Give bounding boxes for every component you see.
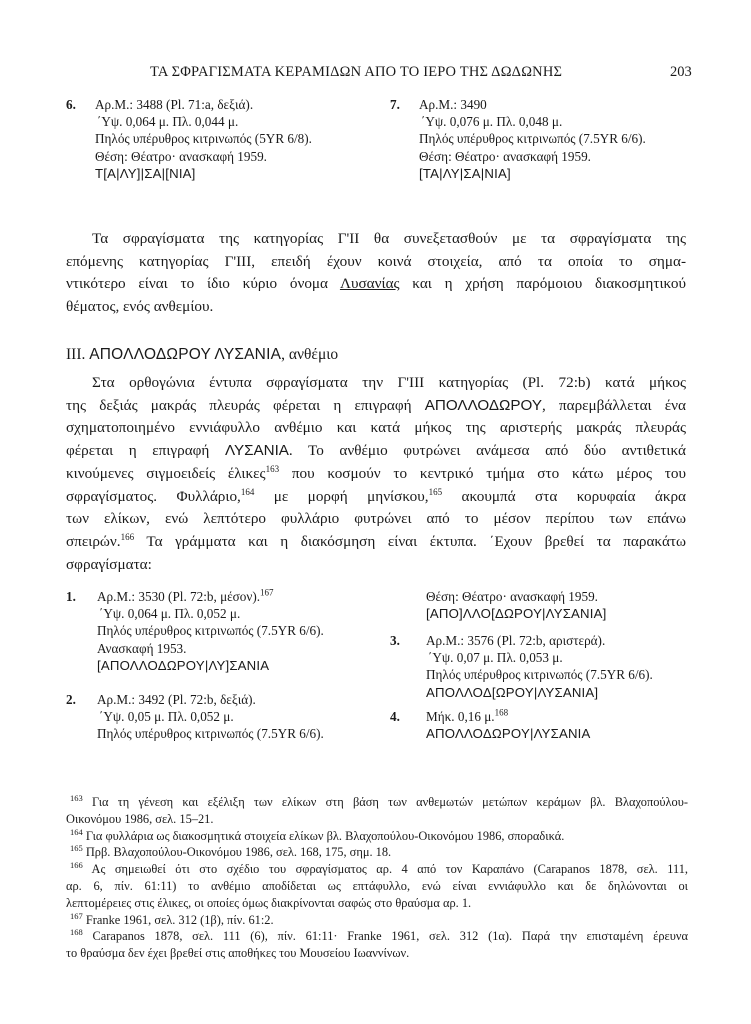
entry-number: 7.: [390, 97, 400, 112]
paragraph-line: σχηματοποιημένο εννιάφυλλο ανθέμιο και κατά μήκος της αριστερής μακράς πλευράς: [66, 419, 686, 437]
entry-number: 3.: [390, 633, 400, 648]
catalogue-entry-4: [390, 708, 720, 742]
catalogue-entry-6: [66, 96, 396, 182]
footnote-ref[interactable]: 167: [260, 587, 274, 598]
entry-line: Θέση: Θέατρο· ανασκαφή 1959.: [95, 148, 267, 164]
catalogue-entry-3: [390, 632, 720, 701]
entry-line: Ανασκαφή 1953.: [97, 640, 187, 656]
footnote-ref[interactable]: 165: [428, 486, 443, 497]
entry-line: Αρ.Μ.: 3492 (Pl. 72:b, δεξιά).: [97, 692, 256, 707]
footnote-163: $^{163}$ Για τη γένεση και εξέλιξη των ελίκων στη βάση των ανθεμωτών μετώπων κεράμων βλ. Βλαχοπούλου- Οικονόμου 1986, σελ. 15–21.: [66, 792, 688, 826]
footnote-168: $^{168}$ Carapanos 1878, σελ. 111 (6), πίν. 61:11· Franke 1961, σελ. 312 (1α). Παρά την επισταμένη έρευνα το θραύσμα δεν έχει βρεθεί στις αποθήκες του Μουσείου Ιωαννίνων.: [66, 927, 688, 961]
footnote-ref[interactable]: 168: [494, 707, 509, 718]
footnote-ref[interactable]: 164: [240, 486, 255, 497]
paragraph-line: φέρεται η επιγραφή ΛΥΣΑΝΙΑ. Το ανθέμιο φυτρώνει ανάμεσα από δύο αντιθετικά: [66, 442, 686, 460]
entry-inscription: [ΑΠΟΛΛΟΔΩΡΟΥ|ΛΥ]ΣΑΝΙΑ: [97, 657, 270, 673]
entry-line: Αρ.Μ.: 3490: [419, 97, 487, 112]
page-number: 203: [670, 64, 692, 80]
entry-line: Αρ.Μ.: 3488 (Pl. 71:a, δεξιά).: [95, 97, 254, 112]
entry-line: Πηλός υπέρυθρος κιτρινωπός (7.5YR 6/6).: [426, 667, 653, 683]
paragraph-line: σπειρών.$^{166}$ Τα γράμματα και η διακόσμηση είναι έκτυπα. ΄Εχουν βρεθεί τα παρακάτω: [66, 531, 686, 550]
entry-line: ΄Υψ. 0,05 μ. Πλ. 0,052 μ.: [99, 709, 234, 725]
entry-line: Πηλός υπέρυθρος κιτρινωπός (7.5YR 6/6).: [419, 131, 646, 147]
footnote-164: $^{164}$ Για φυλλάρια ως διακοσμητικά στοιχεία ελίκων βλ. Βλαχοπούλου-Οικονόμου 1986, σποραδικά.: [70, 826, 565, 843]
footnote-166: $^{166}$ Ας σημειωθεί ότι στο σχέδιο του σφραγίσματος αρ. 4 από τον Καραπάνο (Carapanos 1878, σελ. 111, αρ. 6, πίν. 61:11) το ανθέμιο αποδίδεται ως επτάφυλλο, ενώ είναι εννιάφυλλο και δε δηλώνονται οι λεπτομέρειες στις έλικες, οι οποίες όμως διακρίνονται σαφώς στο θραύσμα αρ. 1.: [66, 860, 689, 910]
paragraph-line: Τα σφραγίσματα της κατηγορίας Γ'ΙΙ θα συνεξετασθούν με τα σφραγίσματα της: [92, 230, 686, 247]
catalogue-entry-1: [66, 588, 396, 674]
paragraph-line: σφραγίσματος. Φυλλάριο,$^{164}$ με μορφή μηνίσκου,$^{165}$ ακουμπά στα κορυφαία άκρα: [66, 486, 687, 505]
entry-line: Θέση: Θέατρο· ανασκαφή 1959.: [426, 589, 598, 604]
entry-inscription: ΑΠΟΛΛΟΔ[ΩΡΟΥ|ΛΥΣΑΝΙΑ]: [426, 684, 599, 700]
footnote-ref[interactable]: 166: [120, 531, 135, 542]
catalogue-entry-2-continued: [426, 588, 726, 622]
paragraph-intro: [66, 228, 686, 319]
entry-line: Πηλός υπέρυθρος κιτρινωπός (5YR 6/8).: [95, 131, 312, 147]
paragraph-line: των ελίκων, ενώ λεπτότερο φυλλάριο φυτρώνει από το μέσον περίπου των επάνω: [66, 510, 686, 528]
underlined-name: Λυσανίας: [339, 275, 400, 293]
paragraph-line: ντικότερο είναι το ίδιο κύριο όνομα Λυσανίας και η χρήση παρόμοιου διακοσμητικού: [66, 275, 686, 293]
catalogue-entry-7: [390, 96, 720, 182]
entry-line: Αρ.Μ.: 3576 (Pl. 72:b, αριστερά).: [426, 633, 606, 648]
entry-inscription: ΑΠΟΛΛΟΔΩΡΟΥ|ΛΥΣΑΝΙΑ: [426, 726, 591, 742]
entry-line: Αρ.Μ.: 3530 (Pl. 72:b, μέσον).$^{167}$: [97, 587, 274, 604]
entry-line: Πηλός υπέρυθρος κιτρινωπός (7.5YR 6/6).: [97, 726, 324, 742]
entry-line: ΄Υψ. 0,064 μ. Πλ. 0,044 μ.: [97, 114, 239, 130]
catalogue-entry-2: [66, 691, 396, 743]
entry-inscription: Τ[Α|ΛΥ]|ΣΑ|[ΝΙΑ]: [95, 165, 196, 181]
paragraph-line: επόμενης κατηγορίας Γ'ΙΙΙ, επειδή έχουν κοινά στοιχεία, από τα οποία το σημα-: [66, 252, 686, 270]
entry-line: ΄Υψ. 0,07 μ. Πλ. 0,053 μ.: [428, 650, 563, 666]
entry-line: ΄Υψ. 0,064 μ. Πλ. 0,052 μ.: [99, 606, 241, 622]
entry-inscription: [ΑΠΟ]ΛΛΟ[ΔΩΡΟΥ|ΛΥΣΑΝΙΑ]: [426, 606, 607, 622]
entry-number: 6.: [66, 97, 76, 112]
paragraph-line: σφραγίσματα:: [66, 555, 152, 573]
entry-line: Θέση: Θέατρο· ανασκαφή 1959.: [419, 148, 591, 164]
footnote-165: $^{165}$ Πρβ. Βλαχοπούλου-Οικονόμου 1986, σελ. 168, 175, σημ. 18.: [70, 843, 392, 860]
entry-number: 2.: [66, 692, 76, 707]
footnote-167: $^{167}$ Franke 1961, σελ. 312 (1β), πίν. 61:2.: [70, 910, 274, 927]
footnotes: [66, 794, 688, 962]
entry-line: ΄Υψ. 0,076 μ. Πλ. 0,048 μ.: [421, 114, 563, 130]
entry-number: 1.: [66, 589, 76, 604]
section-heading: ΙΙΙ. ΑΠΟΛΛΟΔΩΡΟΥ ΛΥΣΑΝΙΑ, ανθέμιο: [66, 346, 339, 363]
footnote-ref[interactable]: 163: [265, 463, 280, 474]
entry-line: Μήκ. 0,16 μ.$^{168}$: [426, 707, 509, 724]
paragraph-line: κινούμενες σιγμοειδείς έλικες$^{163}$ που κοσμούν το κεντρικό τμήμα στο κάτω μέρος του: [66, 463, 686, 482]
paragraph-line: Στα ορθογώνια έντυπα σφραγίσματα την Γ'ΙΙΙ κατηγορίας (Pl. 72:b) κατά μήκος: [92, 374, 686, 391]
running-header-title: ΤΑ ΣΦΡΑΓΙΣΜΑΤΑ ΚΕΡΑΜΙΔΩΝ ΑΠΟ ΤΟ ΙΕΡΟ ΤΗΣ ΔΩΔΩΝΗΣ: [150, 64, 563, 80]
paragraph-line: θέματος, ενός ανθεμίου.: [66, 298, 214, 316]
entry-number: 4.: [390, 709, 400, 724]
paragraph-line: της δεξιάς μακράς πλευράς φέρεται η επιγραφή ΑΠΟΛΛΟΔΩΡΟΥ, παρεμβάλλεται ένα: [66, 396, 686, 414]
entry-inscription: [ΤΑ|ΛΥ|ΣΑ|ΝΙΑ]: [419, 165, 511, 181]
paragraph-description: [66, 372, 686, 576]
entry-line: Πηλός υπέρυθρος κιτρινωπός (7.5YR 6/6).: [97, 623, 324, 639]
